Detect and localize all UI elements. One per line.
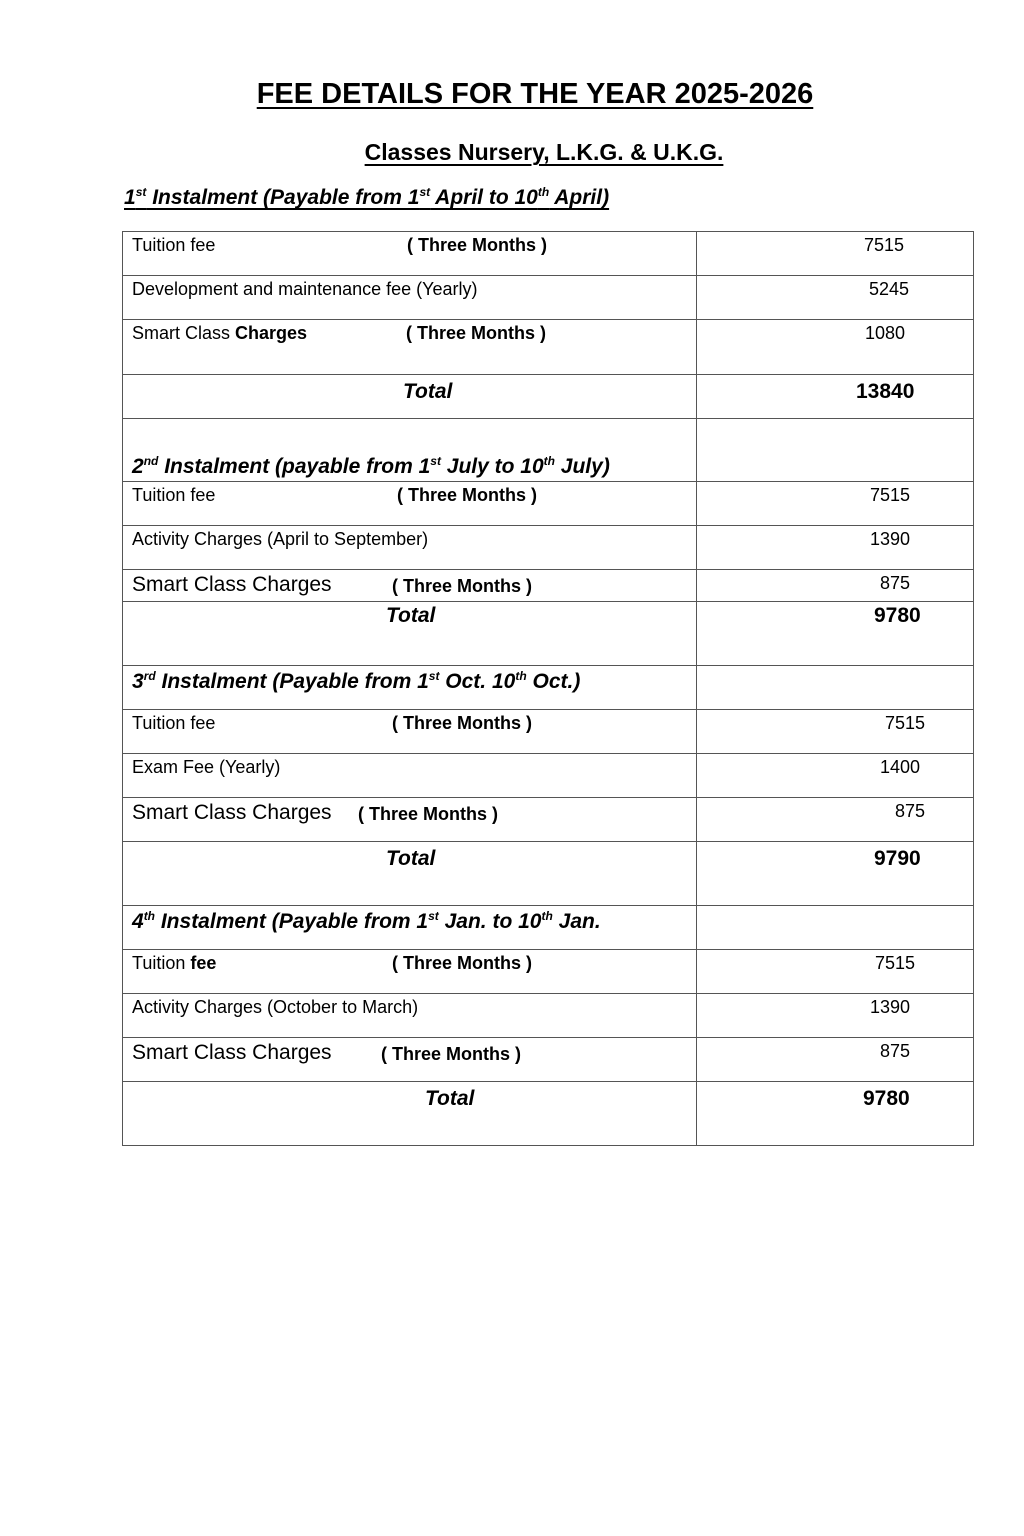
fee-label-cell [123, 754, 697, 798]
fee-amount: 1390 [870, 529, 911, 549]
fee-label-cell [123, 1038, 697, 1082]
fee-amount: 7515 [864, 235, 905, 255]
total-label: Total [403, 380, 453, 403]
total-amount-cell [697, 375, 974, 419]
total-label: Total [386, 604, 436, 627]
fee-label: Tuition fee [132, 485, 216, 505]
total-amount: 9780 [874, 604, 921, 627]
total-row [123, 375, 974, 419]
fee-label: Activity Charges (April to September) [132, 529, 429, 549]
table-row [123, 1038, 974, 1082]
fee-amount: 1390 [870, 997, 911, 1017]
table-row [123, 526, 974, 570]
total-label-cell [123, 842, 697, 906]
fee-period: ( Three Months ) [392, 576, 532, 596]
instalment-2-heading: 2nd Instalment (payable from 1st July to 10th July) [123, 419, 697, 482]
total-label-cell [123, 375, 697, 419]
total-row [123, 842, 974, 906]
table-row [123, 482, 974, 526]
fee-amount-cell [697, 526, 974, 570]
fee-amount-cell [697, 994, 974, 1038]
fee-amount-cell [697, 798, 974, 842]
fee-period: ( Three Months ) [392, 953, 532, 973]
fee-label-cell [123, 570, 697, 602]
fee-amount-cell [697, 950, 974, 994]
fee-amount: 875 [880, 1041, 911, 1061]
empty-cell [697, 906, 974, 950]
fee-label-cell [123, 994, 697, 1038]
fee-period: ( Three Months ) [407, 235, 547, 255]
fee-label-cell [123, 798, 697, 842]
instalment-heading-row [123, 419, 974, 482]
empty-cell [697, 666, 974, 710]
fee-period: ( Three Months ) [381, 1044, 521, 1064]
fee-amount: 7515 [875, 953, 916, 973]
fee-label: Activity Charges (October to March) [132, 997, 419, 1017]
fee-label: Exam Fee (Yearly) [132, 757, 281, 777]
total-label-cell [123, 602, 697, 666]
table-row [123, 710, 974, 754]
instalment-heading-row [123, 906, 974, 950]
fee-amount-cell [697, 276, 974, 320]
fee-label-cell [123, 232, 697, 276]
fee-amount: 875 [895, 801, 926, 821]
fee-period: ( Three Months ) [392, 713, 532, 733]
total-amount: 13840 [856, 380, 915, 403]
total-amount-cell [697, 1082, 974, 1146]
fee-amount-cell [697, 570, 974, 602]
instalment-1-heading: 1st Instalment (Payable from 1st April to 10th April) [124, 185, 610, 209]
instalment-3-heading: 3rd Instalment (Payable from 1st Oct. 10th Oct.) [123, 666, 697, 710]
table-row [123, 232, 974, 276]
total-amount: 9790 [874, 847, 921, 870]
instalment-4-heading: 4th Instalment (Payable from 1st Jan. to 10th Jan. [123, 906, 697, 950]
table-row [123, 320, 974, 375]
table-row [123, 754, 974, 798]
fee-period: ( Three Months ) [406, 323, 546, 343]
total-row [123, 602, 974, 666]
fee-period: ( Three Months ) [397, 485, 537, 505]
fee-amount: 875 [880, 573, 911, 593]
table-row [123, 994, 974, 1038]
fee-label: Development and maintenance fee (Yearly) [132, 279, 478, 299]
fee-label: Smart Class Charges [132, 801, 332, 824]
fee-amount: 7515 [885, 713, 926, 733]
table-row [123, 950, 974, 994]
fee-label-cell [123, 320, 697, 375]
fee-amount: 1080 [865, 323, 906, 343]
fee-amount-cell [697, 320, 974, 375]
instalment-heading-row [123, 666, 974, 710]
empty-cell [697, 419, 974, 482]
table-row [123, 276, 974, 320]
total-row [123, 1082, 974, 1146]
fee-label: Tuition fee [132, 235, 216, 255]
total-label: Total [386, 847, 436, 870]
fee-amount: 7515 [870, 485, 911, 505]
fee-amount-cell [697, 482, 974, 526]
total-label: Total [425, 1087, 475, 1110]
fee-amount-cell [697, 754, 974, 798]
fee-amount-cell [697, 1038, 974, 1082]
fee-label: Tuition fee [132, 953, 217, 973]
fee-label-cell [123, 482, 697, 526]
fee-label: Tuition fee [132, 713, 216, 733]
fee-period: ( Three Months ) [358, 804, 498, 824]
fee-amount: 1400 [880, 757, 921, 777]
fee-label: Smart Class Charges [132, 1041, 332, 1064]
total-amount: 9780 [863, 1087, 910, 1110]
total-amount-cell [697, 842, 974, 906]
total-label-cell [123, 1082, 697, 1146]
page-title: FEE DETAILS FOR THE YEAR 2025-2026 [256, 78, 814, 110]
table-row [123, 798, 974, 842]
total-amount-cell [697, 602, 974, 666]
table-row [123, 570, 974, 602]
fee-label: Smart Class Charges [132, 573, 332, 596]
fee-amount-cell [697, 710, 974, 754]
fee-amount: 5245 [869, 279, 910, 299]
page-subtitle: Classes Nursery, L.K.G. & U.K.G. [364, 139, 724, 165]
fee-amount-cell [697, 232, 974, 276]
fee-label-cell [123, 950, 697, 994]
fee-label-cell [123, 526, 697, 570]
fee-label-cell [123, 710, 697, 754]
fee-table [122, 231, 974, 1146]
fee-label-cell [123, 276, 697, 320]
fee-label: Smart Class Charges [132, 323, 308, 343]
